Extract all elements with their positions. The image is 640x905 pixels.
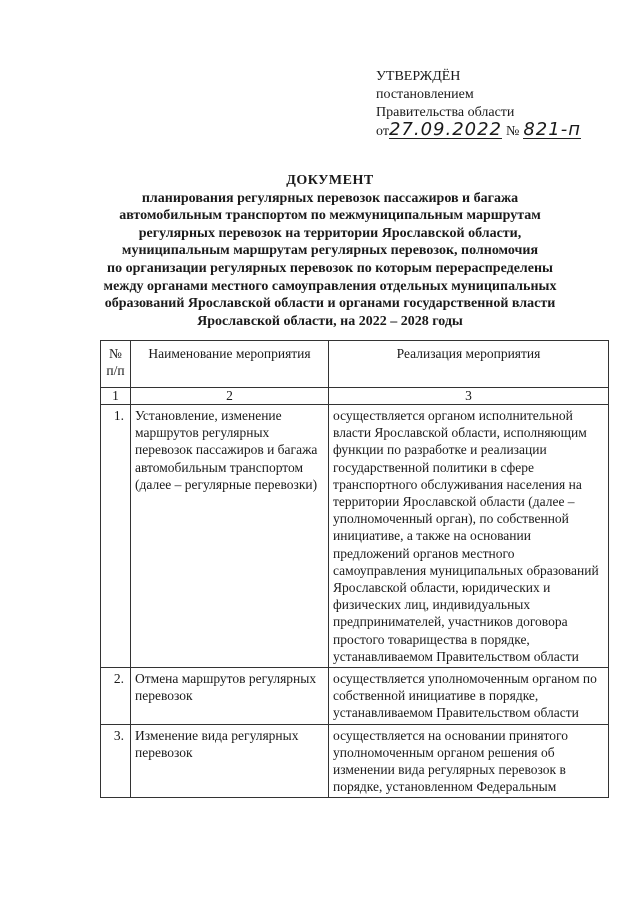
table-row (101, 405, 609, 668)
row-number: 1. (101, 405, 131, 668)
approval-number: 821-п (523, 119, 581, 140)
header-implementation: Реализация мероприятия (329, 341, 609, 388)
column-number: 3 (329, 388, 609, 405)
measure-implementation: осуществляется уполномоченным органом по собственной инициативе в порядке, устанавливаемом Правительством области (329, 668, 609, 725)
title-line: между органами местного самоуправления отдельных муниципальных (103, 278, 557, 294)
table-row (101, 668, 609, 725)
table-header-row (101, 341, 609, 388)
header-number: № п/п (101, 341, 131, 388)
approval-date: 27.09.2022 (388, 119, 502, 140)
approval-government: Правительства области (376, 105, 515, 120)
approval-by-resolution: постановлением (376, 87, 474, 102)
title-line: автомобильным транспортом по межмуниципальным маршрутам (119, 208, 541, 224)
approval-number-sign: № (506, 124, 520, 139)
measure-name: Отмена маршрутов регулярных перевозок (131, 668, 329, 725)
measure-name: Установление, изменение маршрутов регулярных перевозок пассажиров и багажа автомобильным транспортом (далее – регулярные перевозки) (131, 405, 329, 668)
title-line: по организации регулярных перевозок по которым перераспределены (107, 260, 553, 276)
title-line: планирования регулярных перевозок пассажиров и багажа (141, 190, 519, 206)
approval-heading: УТВЕРЖДЁН (376, 69, 461, 84)
column-numbers-row (101, 388, 609, 405)
document-title (90, 172, 570, 330)
approval-from-prefix: от (376, 124, 389, 139)
title-line: муниципальным маршрутам регулярных перевозок, полномочия (121, 243, 539, 259)
title-line: Ярославской области, на 2022 – 2028 годы (197, 313, 463, 329)
measure-name: Изменение вида регулярных перевозок (131, 724, 329, 798)
measures-table (100, 340, 609, 798)
title-line: образований Ярославской области и органами государственной власти (104, 296, 556, 312)
measure-implementation: осуществляется на основании принятого уполномоченным органом решения об изменении вида регулярных перевозок в порядке, установленном Федеральным (329, 724, 609, 798)
row-number: 2. (101, 668, 131, 725)
approval-date-line (376, 119, 616, 141)
document-heading: ДОКУМЕНТ (286, 173, 374, 188)
table-row (101, 724, 609, 798)
measure-implementation: осуществляется органом исполнительной власти Ярославской области, исполняющим функции по разработке и реализации государственной политики в сфере транспортного обслуживания населения на территории Ярославской области (далее – уполномоченный орган), по собственной инициативе, а также на основании предложений органов местного самоуправления муниципальных образований Ярославской области, юридических и физических лиц, индивидуальных предпринимателей, участников договора простого товарищества в порядке, устанавливаемом Правительством области (329, 405, 609, 668)
column-number: 1 (101, 388, 131, 405)
header-name: Наименование мероприятия (131, 341, 329, 388)
title-line: регулярных перевозок на территории Ярославской области, (138, 225, 522, 241)
approval-block (376, 68, 616, 141)
column-number: 2 (131, 388, 329, 405)
row-number: 3. (101, 724, 131, 798)
